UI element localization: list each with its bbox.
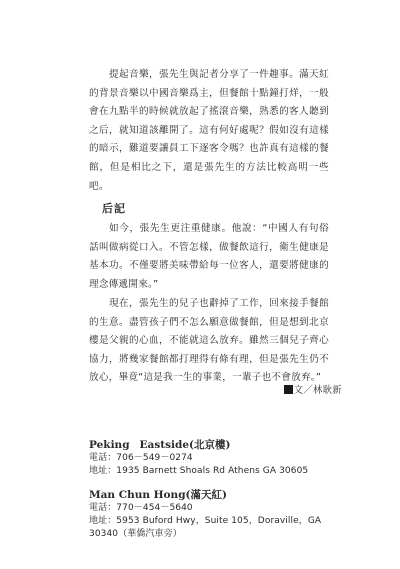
- restaurant-address: 地址：1935 Barnett Shoals Rd Athens GA 30605: [89, 466, 309, 476]
- restaurant-address-continued: 30340（華僑汽車旁）: [89, 529, 182, 539]
- body-paragraph-health: 如今，張先生更注重健康。他說：“中國人有句俗話叫做病從口入。不管怎樣，做餐飲這行，衛生健康是基本功。不僅要將美味帶給每一位客人，還要將健康的理念傳遞開來。”: [89, 223, 329, 290]
- body-paragraph-son: 現在，張先生的兒子也辭掉了工作，回來接手餐館的生意。盡管孩子們不怎么願意做餐館，但是想到北京樓是父親的心血，不能就這么放弃。雖然三個兒子齊心協力，將幾家餐館都打理得有條有理，但是張先生仍不放心，畢竟“這是我一生的事業，一輩子也不會放弃。”: [89, 298, 329, 384]
- restaurant-name-en: Peking: [89, 439, 130, 451]
- byline-text: 文／林耿新: [293, 385, 342, 396]
- byline: [268, 382, 342, 396]
- body-paragraph-music: 提起音樂，張先生與記者分享了一件趣事。滿天紅的背景音樂以中國音樂爲主，但餐館十點鐘打烊，一般會在九點半的時候就放起了搖滾音樂，熟悉的客人聽到之后，就知道該離開了。這有何好處呢？假如沒有這樣的暗示，難道要讓員工下逐客令嗎？也許真有這樣的餐館，但是相比之下，還是張先生的方法比較高明一些吧。: [89, 69, 329, 192]
- restaurant-name: [89, 488, 349, 502]
- restaurant-listing-man-chun-hong: [89, 488, 349, 541]
- restaurant-name-branch: (滿天紅): [185, 489, 227, 501]
- black-square-icon: [284, 385, 293, 394]
- restaurant-name-en: Man Chun Hong: [89, 489, 186, 501]
- restaurant-phone: 電話：770－454－5640: [89, 503, 193, 513]
- restaurant-listing-peking: [89, 438, 349, 478]
- afterword-heading: 后記: [102, 202, 126, 215]
- restaurant-name: [89, 438, 349, 452]
- restaurant-name-branch: Eastside(北京樓): [139, 439, 231, 451]
- restaurant-phone: 電話：706－549－0274: [89, 453, 193, 463]
- restaurant-address: 地址：5953 Buford Hwy，Suite 105，Doraville，GA: [89, 516, 322, 526]
